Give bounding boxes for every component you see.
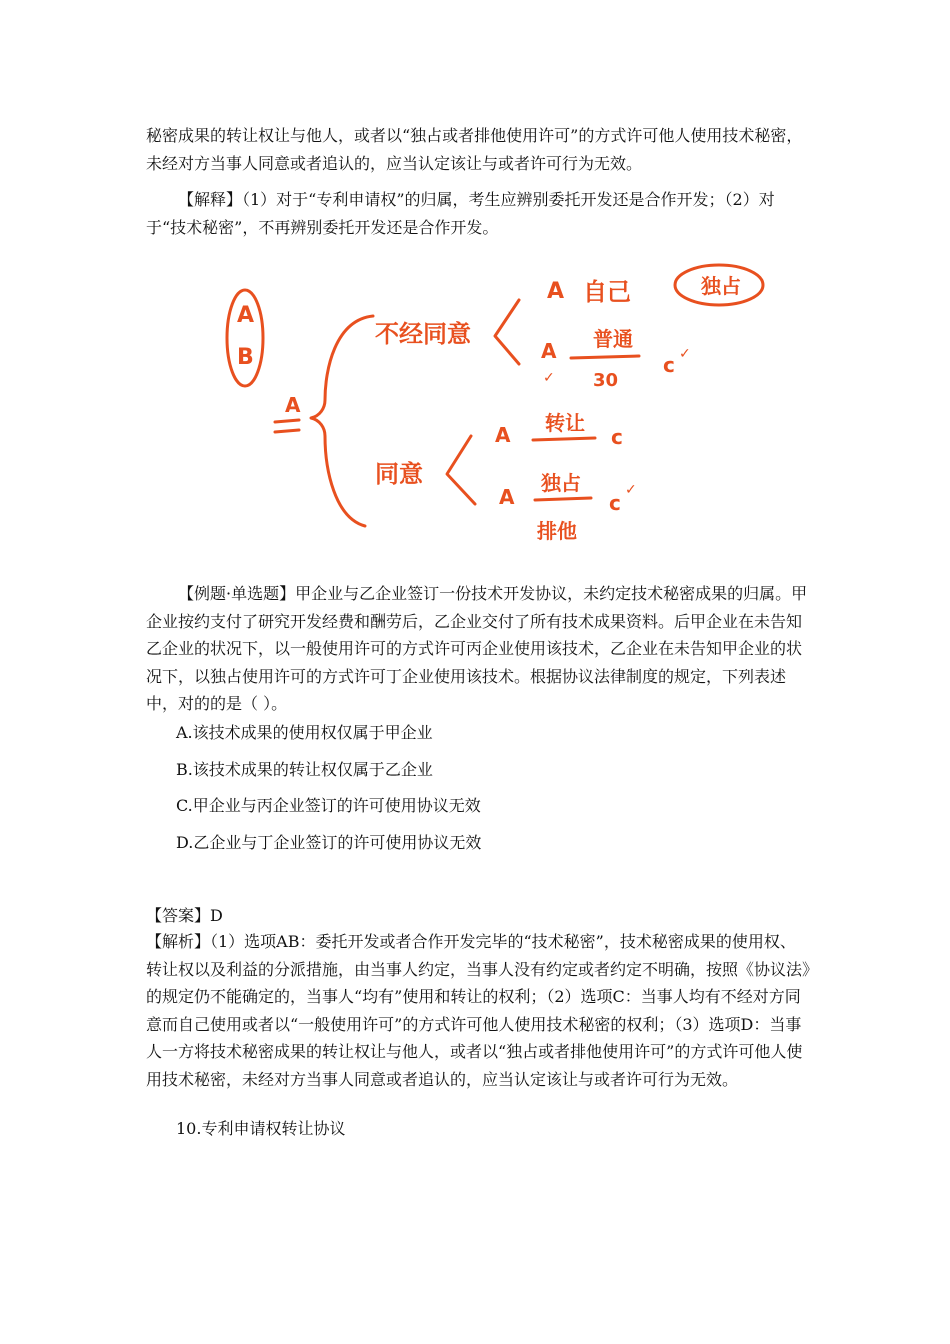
mid-number: 30 — [593, 370, 619, 391]
top-a-label: A — [547, 279, 565, 304]
mid-a-label: A — [541, 339, 557, 363]
mid-word: 普通 — [593, 327, 633, 351]
transfer-line — [533, 438, 595, 440]
exclusive-circle-label: 独占 — [701, 274, 741, 298]
eq-line-1 — [275, 420, 299, 422]
mid-c-label: c — [663, 353, 675, 377]
handwritten-diagram — [225, 260, 780, 572]
question-paragraph: 【例题·单选题】甲企业与乙企业签订一份技术开发协议，未约定技术秘密成果的归属。甲企业按约支付了研究开发经费和酬劳后，乙企业交付了所有技术成果资料。后甲企业在未告知乙企业的状况下，以一般使用许可的方式许可丙企业使用该技术，乙企业在未告知甲企业的状况下，以独占使用许可的方式许可丁企业使用该技术。根据协议法律制度的规定，下列表述中，对的的是（ ）。 — [146, 584, 808, 713]
exclusive-a-label: A — [499, 485, 515, 509]
section-heading: 10.专利申请权转让协议 — [176, 1119, 346, 1138]
answer-line: 【答案】D — [146, 906, 223, 925]
ab-b-label: B — [237, 345, 254, 370]
transfer-c-label: c — [611, 425, 623, 449]
eq-line-2 — [275, 430, 299, 432]
transfer-a-label: A — [495, 423, 511, 447]
option-a: A.该技术成果的使用权仅属于甲企业 — [176, 723, 433, 742]
ab-a-label: A — [237, 303, 255, 328]
main-brace — [311, 316, 373, 526]
consent-label: 同意 — [375, 460, 423, 488]
no-consent-bracket — [495, 300, 519, 364]
exclusive-check: ✓ — [625, 482, 637, 498]
consent-bracket — [447, 436, 475, 504]
transfer-word: 转让 — [545, 411, 585, 435]
analysis-paragraph: 【解析】（1）选项AB：委托开发或者合作开发完毕的“技术秘密”，技术秘密成果的使用权、转让权以及利益的分派措施，由当事人约定，当事人没有约定或者约定不明确，按照《协议法》的规定仍不能确定的，当事人“均有”使用和转让的权利；（2）选项C：当事人均有不经对方同意而自己使用或者以“一般使用许可”的方式许可他人使用技术秘密的权利；（3）选项D：当事人一方将技术秘密成果的转让权让与他人，或者以“独占或者排他使用许可”的方式许可他人使用技术秘密，未经对方当事人同意或者追认的，应当认定该让与或者许可行为无效。 — [146, 932, 811, 1089]
mid-tick: ✓ — [679, 346, 691, 362]
mid-check: ✓ — [543, 370, 555, 386]
exclusive-fraction-line — [535, 498, 591, 500]
mid-fraction-line — [571, 356, 639, 358]
top-word: 自己 — [583, 278, 631, 306]
exclusive-c-label: c — [609, 491, 621, 515]
option-c: C.甲企业与丙企业签订的许可使用协议无效 — [176, 796, 481, 815]
option-b: B.该技术成果的转让权仅属于乙企业 — [176, 760, 433, 779]
explanation-paragraph: 【解释】（1）对于“专利申请权”的归属，考生应辨别委托开发还是合作开发；（2）对于“技术秘密”，不再辨别委托开发还是合作开发。 — [146, 190, 775, 237]
exclusive-word-2: 排他 — [537, 519, 577, 543]
intro-paragraph: 秘密成果的转让权让与他人，或者以“独占或者排他使用许可”的方式许可他人使用技术秘密，未经对方当事人同意或者追认的，应当认定该让与或者许可行为无效。 — [146, 126, 803, 173]
exclusive-word: 独占 — [541, 471, 581, 495]
no-consent-label: 不经同意 — [375, 320, 471, 348]
option-d: D.乙企业与丁企业签订的许可使用协议无效 — [176, 833, 482, 852]
eq-a-label: A — [285, 393, 301, 417]
